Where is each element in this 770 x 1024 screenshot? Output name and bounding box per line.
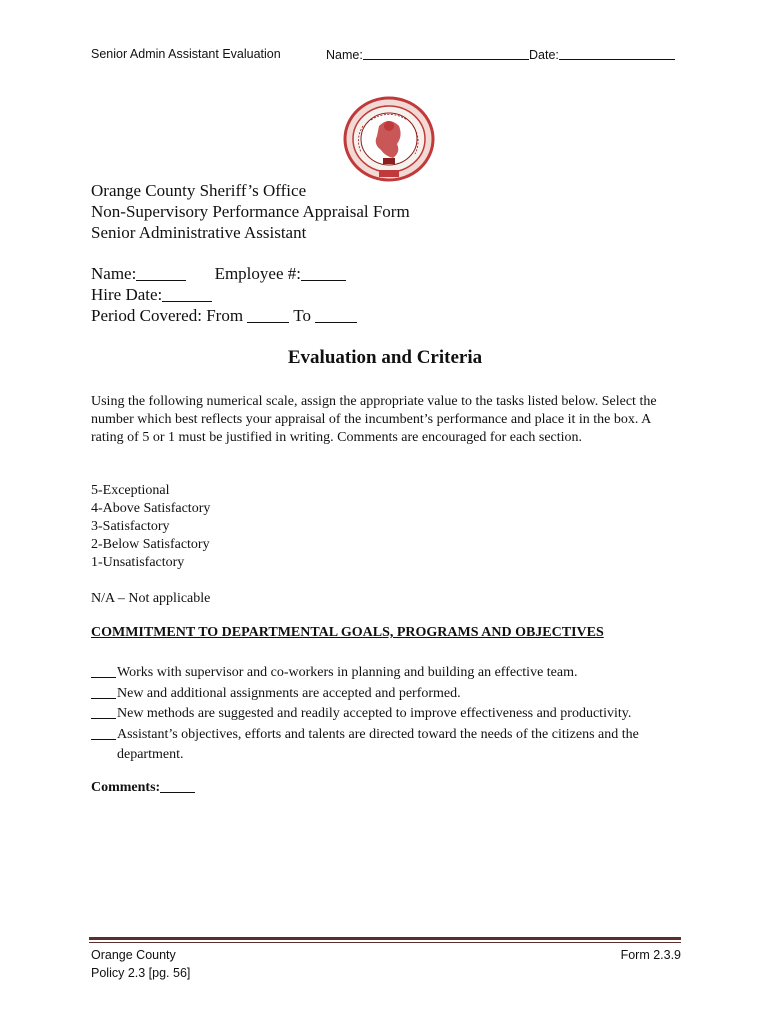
scale-item: 1-Unsatisfactory — [91, 555, 185, 570]
header-name-blank[interactable] — [363, 47, 529, 60]
header-date-blank[interactable] — [559, 47, 675, 60]
criterion-text: Works with supervisor and co-workers in planning and building an effective team. — [117, 665, 578, 680]
period-from-blank[interactable] — [247, 307, 289, 323]
comments-field[interactable] — [91, 780, 195, 796]
hire-date-row — [91, 284, 357, 305]
footer-divider — [89, 937, 681, 940]
header-name-field[interactable] — [326, 47, 529, 62]
footer-form-number: Form 2.3.9 — [620, 948, 681, 962]
footer-divider-thin — [89, 942, 681, 943]
name-row — [91, 263, 357, 284]
period-to-label: To — [293, 306, 311, 325]
footer-policy: Policy 2.3 [pg. 56] — [91, 966, 191, 980]
rating-blank[interactable] — [91, 739, 116, 740]
criteria-list — [91, 663, 691, 766]
na-note: N/A – Not applicable — [91, 591, 211, 606]
running-header — [91, 47, 691, 65]
period-row — [91, 305, 357, 326]
comments-blank[interactable] — [160, 780, 195, 793]
criterion-item — [91, 704, 691, 725]
rating-blank[interactable] — [91, 677, 116, 678]
period-to-blank[interactable] — [315, 307, 357, 323]
header-title: Senior Admin Assistant Evaluation — [91, 47, 281, 61]
hire-date-label: Hire Date: — [91, 285, 163, 304]
employee-name-blank[interactable] — [136, 265, 186, 281]
criterion-text: New and additional assignments are accepted and performed. — [117, 685, 461, 701]
period-from-label: Period Covered: From — [91, 306, 244, 325]
criterion-item — [91, 663, 691, 684]
rating-scale-list — [91, 482, 210, 572]
agency-name: Orange County Sheriff’s Office — [91, 181, 307, 200]
scale-item: 3-Satisfactory — [91, 519, 170, 534]
header-name-label: Name: — [326, 48, 363, 62]
employee-info-block — [91, 263, 357, 326]
footer-county: Orange County — [91, 948, 176, 962]
employee-name-label: Name: — [91, 264, 137, 283]
criterion-item — [91, 725, 687, 766]
form-title-block — [91, 180, 410, 243]
section-heading: Evaluation and Criteria — [287, 347, 483, 368]
header-date-label: Date: — [529, 48, 559, 62]
form-name: Non-Supervisory Performance Appraisal Form — [91, 202, 410, 221]
criterion-text: New methods are suggested and readily accepted to improve effectiveness and productivity. — [117, 706, 632, 721]
category-heading: COMMITMENT TO DEPARTMENTAL GOALS, PROGRAMS AND OBJECTIVES — [91, 625, 604, 640]
county-seal-icon — [343, 96, 435, 182]
scale-item: 5-Exceptional — [91, 483, 170, 498]
employee-number-blank[interactable] — [301, 265, 346, 281]
rating-blank[interactable] — [91, 698, 116, 699]
rating-blank[interactable] — [91, 718, 116, 719]
criterion-item — [91, 684, 691, 705]
criterion-text: Assistant’s objectives, efforts and talents are directed toward the needs of the citizens and the department. — [117, 726, 639, 762]
employee-number-label: Employee #: — [214, 264, 301, 283]
comments-label: Comments: — [91, 780, 161, 795]
position-title: Senior Administrative Assistant — [91, 223, 307, 242]
scale-item: 2-Below Satisfactory — [91, 537, 210, 552]
hire-date-blank[interactable] — [162, 286, 212, 302]
scale-item: 4-Above Satisfactory — [91, 501, 211, 516]
footer-left — [91, 946, 190, 982]
instructions-paragraph: Using the following numerical scale, assign the appropriate value to the tasks listed below. Select the number which best reflects your appraisal of the incumbent’s performance and place it in the box. A rating of 5 or 1 must be justified in writing. Comments are encouraged for each section. — [91, 394, 657, 445]
header-date-field[interactable] — [529, 47, 675, 62]
